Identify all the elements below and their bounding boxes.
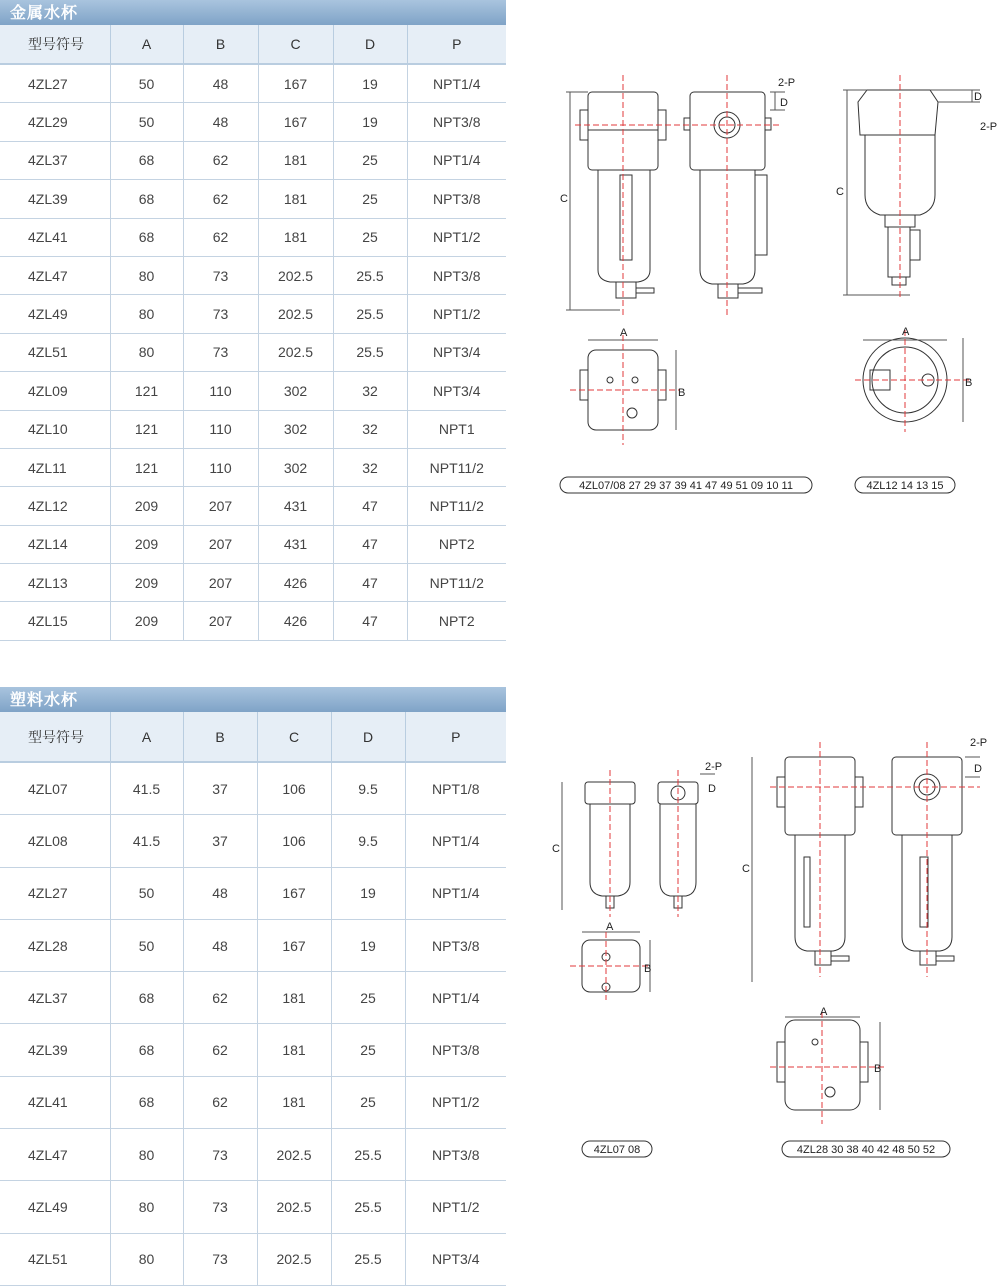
header-c: C — [258, 25, 333, 64]
header-b: B — [183, 712, 257, 762]
port-2p-label-small: 2-P — [705, 761, 723, 773]
table-row — [0, 1024, 506, 1076]
value-cell: NPT3/8 — [405, 1129, 506, 1181]
value-cell: 110 — [183, 410, 258, 448]
value-cell: 80 — [110, 1129, 183, 1181]
header-p: P — [407, 25, 506, 64]
table-row — [0, 256, 506, 294]
value-cell: 62 — [183, 972, 257, 1024]
value-cell: NPT1/2 — [407, 295, 506, 333]
value-cell: 181 — [257, 1024, 331, 1076]
table-row — [0, 815, 506, 867]
table-row — [0, 410, 506, 448]
table-row — [0, 180, 506, 218]
dim-b-label: B — [678, 387, 686, 399]
value-cell: NPT1/2 — [407, 218, 506, 256]
value-cell: 73 — [183, 1181, 257, 1233]
table-row — [0, 448, 506, 486]
value-cell: 25.5 — [331, 1181, 405, 1233]
model-cell: 4ZL27 — [0, 867, 110, 919]
table-row — [0, 487, 506, 525]
value-cell: 50 — [110, 867, 183, 919]
value-cell: 25.5 — [331, 1233, 405, 1285]
value-cell: 202.5 — [257, 1181, 331, 1233]
value-cell: 9.5 — [331, 762, 405, 815]
header-p: P — [405, 712, 506, 762]
plastic-cup-table — [0, 712, 506, 1286]
value-cell: 47 — [333, 525, 407, 563]
value-cell: 68 — [110, 1024, 183, 1076]
plastic-cup-title: 塑料水杯 — [0, 687, 506, 712]
value-cell: NPT11/2 — [407, 487, 506, 525]
value-cell: 181 — [258, 141, 333, 179]
model-cell: 4ZL13 — [0, 564, 110, 602]
value-cell: NPT2 — [407, 602, 506, 640]
port-2p-label: 2-P — [778, 77, 796, 89]
table-row — [0, 1076, 506, 1128]
value-cell: 41.5 — [110, 762, 183, 815]
value-cell: 25 — [331, 1076, 405, 1128]
value-cell: 207 — [183, 525, 258, 563]
value-cell: 167 — [258, 64, 333, 103]
value-cell: 426 — [258, 564, 333, 602]
value-cell: 431 — [258, 487, 333, 525]
plastic-cup-section — [0, 687, 506, 1286]
dim-d-label-large: D — [974, 91, 982, 103]
value-cell: 207 — [183, 564, 258, 602]
value-cell: NPT3/8 — [407, 180, 506, 218]
value-cell: 202.5 — [257, 1129, 331, 1181]
value-cell: 431 — [258, 525, 333, 563]
header-a: A — [110, 712, 183, 762]
header-b: B — [183, 25, 258, 64]
value-cell: 50 — [110, 64, 183, 103]
plastic-center-lines — [570, 742, 980, 1124]
value-cell: NPT1/4 — [405, 867, 506, 919]
metal-cup-section — [0, 0, 506, 641]
value-cell: NPT11/2 — [407, 448, 506, 486]
table-row — [0, 1233, 506, 1285]
value-cell: 209 — [110, 525, 183, 563]
value-cell: NPT1/4 — [407, 141, 506, 179]
value-cell: 9.5 — [331, 815, 405, 867]
value-cell: 47 — [333, 602, 407, 640]
value-cell: 207 — [183, 602, 258, 640]
header-model: 型号符号 — [0, 25, 110, 64]
table-row — [0, 762, 506, 815]
value-cell: 202.5 — [257, 1233, 331, 1285]
value-cell: 62 — [183, 1076, 257, 1128]
model-cell: 4ZL08 — [0, 815, 110, 867]
value-cell: NPT1/4 — [407, 64, 506, 103]
value-cell: 32 — [333, 448, 407, 486]
value-cell: 302 — [258, 372, 333, 410]
model-cell: 4ZL47 — [0, 256, 110, 294]
table-row — [0, 295, 506, 333]
value-cell: 73 — [183, 1233, 257, 1285]
model-cell: 4ZL49 — [0, 295, 110, 333]
value-cell: 426 — [258, 602, 333, 640]
value-cell: NPT1/2 — [405, 1076, 506, 1128]
metal-cup-drawings — [540, 70, 1000, 500]
table-row — [0, 1129, 506, 1181]
metal-cup-table — [0, 25, 506, 641]
table-row — [0, 64, 506, 103]
value-cell: 121 — [110, 372, 183, 410]
value-cell: 73 — [183, 295, 258, 333]
value-cell: NPT11/2 — [407, 564, 506, 602]
model-cell: 4ZL39 — [0, 180, 110, 218]
value-cell: NPT3/8 — [407, 256, 506, 294]
value-cell: 110 — [183, 372, 258, 410]
port-2p-label-large: 2-P — [970, 737, 988, 749]
value-cell: 37 — [183, 762, 257, 815]
table-row — [0, 525, 506, 563]
header-model: 型号符号 — [0, 712, 110, 762]
model-cell: 4ZL39 — [0, 1024, 110, 1076]
value-cell: 48 — [183, 867, 257, 919]
dim-a-label: A — [620, 327, 628, 339]
value-cell: NPT3/8 — [405, 1024, 506, 1076]
dim-d-label: D — [780, 97, 788, 109]
value-cell: 73 — [183, 256, 258, 294]
value-cell: NPT1/8 — [405, 762, 506, 815]
value-cell: 181 — [258, 180, 333, 218]
value-cell: 110 — [183, 448, 258, 486]
dim-b-label-large: B — [874, 1063, 882, 1075]
model-cell: 4ZL10 — [0, 410, 110, 448]
value-cell: 181 — [257, 1076, 331, 1128]
table-row — [0, 602, 506, 640]
model-cell: 4ZL51 — [0, 333, 110, 371]
table-row — [0, 218, 506, 256]
model-cell: 4ZL49 — [0, 1181, 110, 1233]
value-cell: 32 — [333, 372, 407, 410]
value-cell: 209 — [110, 487, 183, 525]
model-cell: 4ZL41 — [0, 1076, 110, 1128]
value-cell: NPT2 — [407, 525, 506, 563]
value-cell: NPT3/8 — [405, 919, 506, 971]
dim-c-label-small: C — [552, 843, 560, 855]
value-cell: 80 — [110, 295, 183, 333]
value-cell: 62 — [183, 1024, 257, 1076]
value-cell: 167 — [258, 103, 333, 141]
port-2p-label-large: 2-P — [980, 121, 998, 133]
value-cell: 302 — [258, 448, 333, 486]
value-cell: 68 — [110, 1076, 183, 1128]
plastic-drawing-svg — [540, 732, 1000, 1162]
value-cell: 80 — [110, 1181, 183, 1233]
value-cell: 62 — [183, 218, 258, 256]
value-cell: NPT1 — [407, 410, 506, 448]
value-cell: 80 — [110, 1233, 183, 1285]
value-cell: NPT3/4 — [407, 333, 506, 371]
value-cell: 19 — [333, 64, 407, 103]
value-cell: 106 — [257, 815, 331, 867]
value-cell: 37 — [183, 815, 257, 867]
value-cell: NPT1/4 — [405, 972, 506, 1024]
model-cell: 4ZL27 — [0, 64, 110, 103]
value-cell: 167 — [257, 919, 331, 971]
model-cell: 4ZL14 — [0, 525, 110, 563]
metal-drawing-svg — [540, 70, 1000, 500]
value-cell: 62 — [183, 180, 258, 218]
value-cell: NPT3/4 — [407, 372, 506, 410]
value-cell: 25 — [333, 180, 407, 218]
dim-c-label-large: C — [742, 863, 750, 875]
value-cell: 106 — [257, 762, 331, 815]
table-header-row — [0, 712, 506, 762]
metal-filter-large-view — [858, 90, 938, 285]
metal-caption-left: 4ZL07/08 27 29 37 39 41 47 49 51 09 10 11 — [579, 480, 793, 492]
plastic-caption-left: 4ZL07 08 — [593, 1144, 641, 1156]
dim-a-label-large: A — [820, 1006, 828, 1018]
table-row — [0, 141, 506, 179]
model-cell: 4ZL37 — [0, 141, 110, 179]
model-cell: 4ZL09 — [0, 372, 110, 410]
plastic-cup-drawings — [540, 732, 1000, 1162]
value-cell: 167 — [257, 867, 331, 919]
value-cell: 25.5 — [333, 295, 407, 333]
value-cell: 68 — [110, 141, 183, 179]
table-row — [0, 372, 506, 410]
value-cell: 25 — [331, 972, 405, 1024]
value-cell: 121 — [110, 448, 183, 486]
header-d: D — [333, 25, 407, 64]
metal-caption-right: 4ZL12 14 13 15 — [866, 480, 944, 492]
value-cell: NPT3/4 — [405, 1233, 506, 1285]
table-row — [0, 972, 506, 1024]
table-row — [0, 867, 506, 919]
model-cell: 4ZL07 — [0, 762, 110, 815]
value-cell: 302 — [258, 410, 333, 448]
value-cell: NPT1/4 — [405, 815, 506, 867]
dim-b-label-large: B — [965, 377, 973, 389]
value-cell: 73 — [183, 1129, 257, 1181]
value-cell: 41.5 — [110, 815, 183, 867]
value-cell: 80 — [110, 333, 183, 371]
metal-cup-title: 金属水杯 — [0, 0, 506, 25]
value-cell: 73 — [183, 333, 258, 371]
model-cell: 4ZL29 — [0, 103, 110, 141]
value-cell: 25 — [333, 141, 407, 179]
model-cell: 4ZL12 — [0, 487, 110, 525]
plastic-table-body — [0, 762, 506, 1285]
model-cell: 4ZL11 — [0, 448, 110, 486]
dim-b-label-small: B — [644, 963, 652, 975]
table-row — [0, 333, 506, 371]
model-cell: 4ZL47 — [0, 1129, 110, 1181]
dim-c-label: C — [560, 193, 568, 205]
value-cell: 121 — [110, 410, 183, 448]
value-cell: NPT1/2 — [405, 1181, 506, 1233]
value-cell: 19 — [333, 103, 407, 141]
model-cell: 4ZL51 — [0, 1233, 110, 1285]
table-header-row — [0, 25, 506, 64]
value-cell: 32 — [333, 410, 407, 448]
value-cell: 202.5 — [258, 295, 333, 333]
value-cell: 25 — [331, 1024, 405, 1076]
value-cell: 207 — [183, 487, 258, 525]
dim-d-label-large: D — [974, 763, 982, 775]
value-cell: 181 — [257, 972, 331, 1024]
model-cell: 4ZL28 — [0, 919, 110, 971]
metal-table-body — [0, 64, 506, 640]
value-cell: 25.5 — [333, 256, 407, 294]
header-a: A — [110, 25, 183, 64]
value-cell: 80 — [110, 256, 183, 294]
value-cell: 19 — [331, 867, 405, 919]
value-cell: 181 — [258, 218, 333, 256]
dim-d-label-small: D — [708, 783, 716, 795]
value-cell: NPT3/8 — [407, 103, 506, 141]
value-cell: 68 — [110, 972, 183, 1024]
value-cell: 209 — [110, 564, 183, 602]
value-cell: 202.5 — [258, 256, 333, 294]
dim-a-label-large: A — [902, 326, 910, 338]
value-cell: 48 — [183, 103, 258, 141]
value-cell: 47 — [333, 487, 407, 525]
value-cell: 48 — [183, 919, 257, 971]
value-cell: 68 — [110, 180, 183, 218]
dim-c-label-large: C — [836, 186, 844, 198]
table-row — [0, 919, 506, 971]
value-cell: 62 — [183, 141, 258, 179]
header-c: C — [257, 712, 331, 762]
value-cell: 50 — [110, 103, 183, 141]
value-cell: 48 — [183, 64, 258, 103]
plastic-caption-right: 4ZL28 30 38 40 42 48 50 52 — [796, 1144, 936, 1156]
model-cell: 4ZL15 — [0, 602, 110, 640]
value-cell: 19 — [331, 919, 405, 971]
value-cell: 209 — [110, 602, 183, 640]
dim-a-label-small: A — [606, 921, 614, 933]
value-cell: 47 — [333, 564, 407, 602]
model-cell: 4ZL37 — [0, 972, 110, 1024]
header-d: D — [331, 712, 405, 762]
value-cell: 25.5 — [331, 1129, 405, 1181]
value-cell: 68 — [110, 218, 183, 256]
value-cell: 202.5 — [258, 333, 333, 371]
model-cell: 4ZL41 — [0, 218, 110, 256]
value-cell: 50 — [110, 919, 183, 971]
table-row — [0, 103, 506, 141]
value-cell: 25.5 — [333, 333, 407, 371]
table-row — [0, 1181, 506, 1233]
table-row — [0, 564, 506, 602]
value-cell: 25 — [333, 218, 407, 256]
